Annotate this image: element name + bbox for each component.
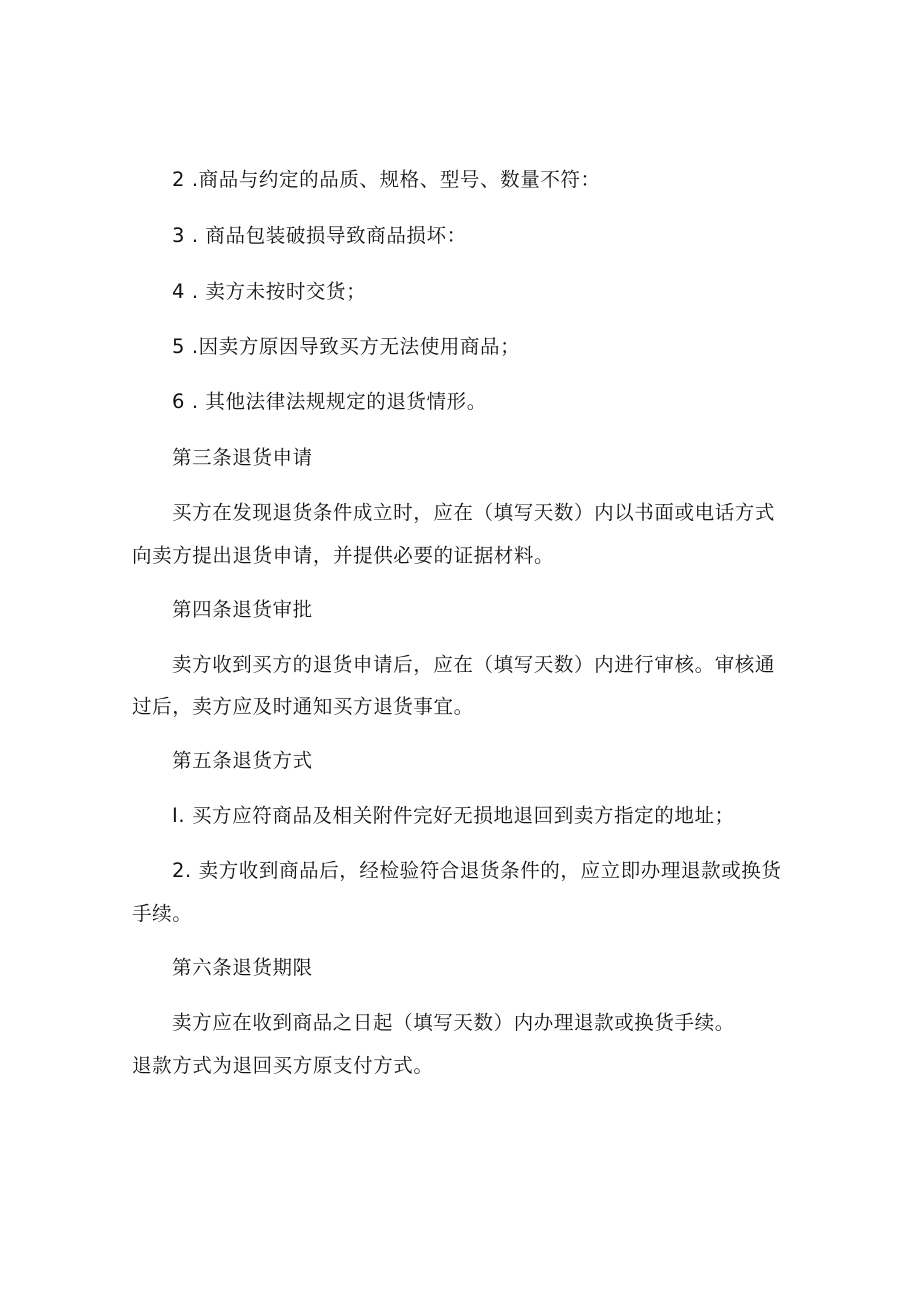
paragraph-line: 过后，卖方应及时通知买方退货事宜。: [132, 695, 474, 718]
list-item-number: 5: [172, 335, 186, 358]
list-item: [172, 168, 601, 192]
list-item-text: . 商品包装破损导致商品损坏：: [191, 224, 467, 247]
paragraph-line: 向卖方提出退货申请，并提供必要的证据材料。: [132, 544, 555, 567]
list-item-text: . 其他法律法规规定的退货情形。: [191, 390, 487, 413]
list-item-text: . 卖方未按时交货；: [191, 280, 367, 303]
list-item-number: 6: [172, 390, 186, 413]
paragraph-line: 卖方收到买方的退货申请后，应在（填写天数）内进行审核。审核通: [172, 653, 776, 676]
paragraph-line: 卖方应在收到商品之日起（填写天数）内办理退款或换货手续。: [172, 1011, 735, 1034]
list-item: [172, 224, 467, 248]
paragraph-line: 2. 卖方收到商品后，经检验符合退货条件的，应立即办理退款或换货: [172, 859, 782, 882]
list-item-text: .因卖方原因导致买方无法使用商品；: [191, 335, 521, 358]
paragraph-line: I. 买方应符商品及相关附件完好无损地退回到卖方指定的地址；: [172, 804, 735, 827]
section-heading: 第四条退货审批: [172, 598, 313, 621]
list-item-text: .商品与约定的品质、规格、型号、数量不符：: [191, 168, 601, 191]
section-heading: 第三条退货申请: [172, 446, 313, 469]
section-heading: 第五条退货方式: [172, 749, 313, 772]
paragraph-line: 手续。: [132, 902, 193, 925]
list-item: [172, 335, 520, 359]
section-heading: 第六条退货期限: [172, 956, 313, 979]
list-item-number: 2: [172, 168, 186, 191]
paragraph-line: 买方在发现退货条件成立时，应在（填写天数）内以书面或电话方式: [172, 501, 776, 524]
list-item: [172, 280, 366, 304]
list-item-number: 4: [172, 280, 186, 303]
list-item-number: 3: [172, 224, 186, 247]
list-item: [172, 390, 487, 414]
paragraph-line: 退款方式为退回买方原支付方式。: [132, 1054, 434, 1077]
